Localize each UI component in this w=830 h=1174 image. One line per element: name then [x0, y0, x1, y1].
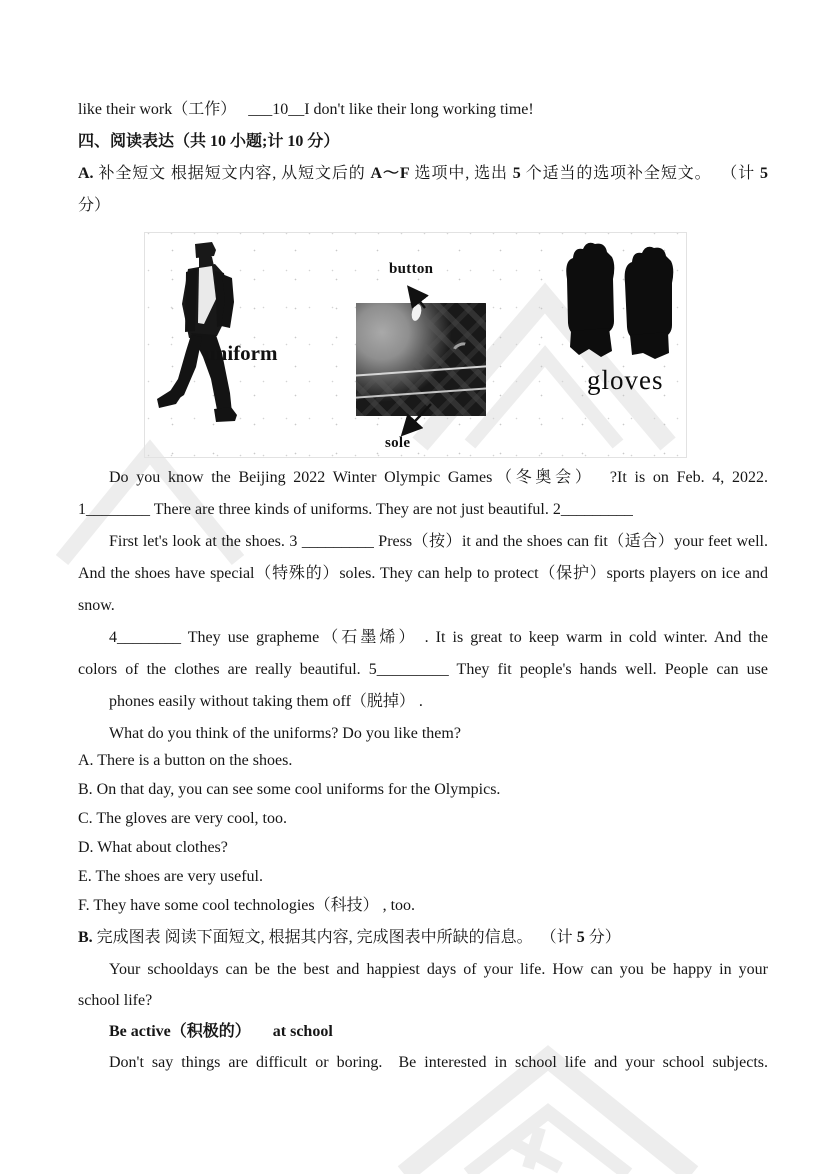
task-a-marker: A. — [78, 165, 94, 182]
task-a-range: A～F — [370, 165, 410, 182]
option-item-c: C. The gloves are very cool, too. — [78, 810, 287, 827]
passage-a-line-1: Do you know the Beijing 2022 Winter Olympic Games（冬奥会） ?It is on Feb. 4, 2022. — [109, 469, 768, 486]
passage-b-line-3: Don't say things are difficult or boring. Be interested in school life and your school subjects. — [109, 1054, 768, 1071]
option-item-a: A. There is a button on the shoes. — [78, 752, 293, 769]
passage-b-line-2: school life? — [78, 992, 153, 1009]
task-a-instruction — [78, 158, 768, 190]
passage-b — [78, 954, 768, 1078]
task-a-instruction-wrap: 分） — [78, 197, 111, 214]
button-arrow-icon — [410, 289, 425, 308]
option-item-b: B. On that day, you can see some cool uniforms for the Olympics. — [78, 781, 501, 798]
olympic-uniform-figure — [144, 232, 687, 458]
passage-b-subheading-right: at school — [272, 1023, 333, 1040]
intro-line: like their work（工作） ___10__I don't like their long working time! — [78, 101, 534, 118]
passage-a-line-4: And the shoes have special（特殊的）soles. They can help to protect（保护）sports players on ice and — [78, 565, 768, 582]
task-b-marker: B. — [78, 929, 93, 946]
option-list — [78, 746, 768, 920]
task-a-text-2: 选项中, 选出 — [409, 165, 513, 182]
sole-arrow-icon — [404, 404, 431, 433]
task-a-text-3: 个适当的选项补全短文。 （计 — [520, 165, 760, 182]
section-four-header: 四、阅读表达（共 10 小题;计 10 分） — [78, 133, 340, 150]
gloves-illustration — [557, 241, 681, 363]
task-a-num-1: 5 — [512, 165, 521, 182]
passage-a-question: What do you think of the uniforms? Do you like them? — [109, 725, 461, 742]
task-a-num-2: 5 — [759, 165, 768, 182]
button-label: button — [389, 261, 434, 277]
option-item-d: D. What about clothes? — [78, 839, 228, 856]
gloves-label: gloves — [587, 365, 664, 395]
passage-b-line-1: Your schooldays can be the best and happiest days of your life. How can you be happy in your — [109, 961, 768, 978]
passage-a-line-5: snow. — [78, 597, 115, 614]
passage-b-subheading — [78, 1016, 768, 1047]
passage-b-subheading-left: Be active（积极的） — [109, 1023, 251, 1040]
task-a-text-1: 补全短文 根据短文内容, 从短文后的 — [93, 165, 371, 182]
uniform-label: uniform — [204, 341, 278, 365]
passage-a-line-3: First let's look at the shoes. 3 _________ Press（按）it and the shoes can fit（适合）your feet well. — [109, 533, 768, 550]
passage-a-line-2: 1________ There are three kinds of uniforms. They are not just beautiful. 2_________ — [78, 501, 633, 518]
option-item-f: F. They have some cool technologies（科技） , too. — [78, 897, 416, 914]
passage-a-line-8: phones easily without taking them off（脱掉） . — [109, 693, 423, 710]
task-b-text-1: 完成图表 阅读下面短文, 根据其内容, 完成图表中所缺的信息。 （计 — [92, 929, 577, 946]
sole-label: sole — [385, 435, 411, 451]
task-b-text-2: 分） — [584, 929, 621, 946]
task-b-num-1: 5 — [576, 929, 585, 946]
passage-a-line-6: 4________ They use grapheme（石墨烯） . It is great to keep warm in cold winter. And the — [109, 629, 768, 646]
passage-a-line-7: colors of the clothes are really beautiful. 5_________ They fit people's hands well. People can use — [78, 661, 768, 678]
option-item-e: E. The shoes are very useful. — [78, 868, 263, 885]
task-b-instruction — [78, 922, 768, 954]
passage-a — [78, 462, 768, 750]
